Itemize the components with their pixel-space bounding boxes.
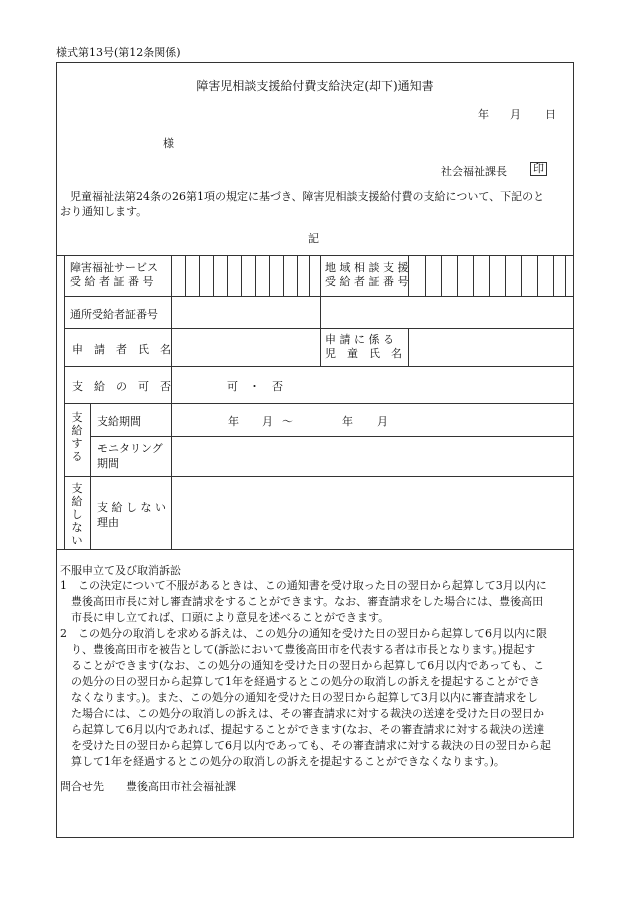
grant-vertical-label: 支給する	[71, 411, 83, 463]
intro-line-2: おり通知します。	[60, 205, 148, 218]
date-day: 日	[545, 108, 556, 121]
no-grant-reason-label: 支 給 し な い 理由	[97, 501, 166, 529]
date-year: 年	[478, 108, 489, 121]
contact-label: 問合せ先	[60, 780, 104, 793]
approval-ka: 可	[227, 380, 238, 393]
period-label: 支給期間	[97, 415, 141, 428]
period-year-to: 年	[342, 415, 353, 428]
recipient-cert-label: 障害福祉サービス 受 給 者 証 番 号	[70, 261, 158, 288]
intro-line-1: 児童福祉法第24条の26第1項の規定に基づき、障害児相談支援給付費の支給について、下記のと	[70, 190, 545, 203]
regional-consult-cert-label: 地 域 相 談 支 援 受 給 者 証 番 号	[325, 261, 409, 288]
approval-dot: ・	[249, 380, 260, 393]
period-year-from: 年	[228, 415, 239, 428]
no-grant-vertical-label: 支給しない	[71, 482, 83, 547]
contact-value: 豊後高田市社会福祉課	[126, 780, 236, 793]
seal-mark: 印	[530, 162, 547, 176]
monitoring-label: モニタリング 期間	[97, 442, 163, 470]
child-name-label: 申 請 に 係 る 児 童 氏 名	[325, 333, 402, 360]
ki-marker: 記	[308, 232, 319, 245]
period-month-to: 月	[377, 415, 388, 428]
approval-label: 支 給 の 可 否	[72, 380, 171, 393]
appeal-heading: 不服申立て及び取消訴訟	[60, 564, 181, 577]
document-title: 障害児相談支援給付費支給決定(却下)通知書	[196, 79, 434, 93]
applicant-name-label: 申 請 者 氏 名	[72, 343, 171, 356]
daycare-cert-label: 通所受給者証番号	[70, 308, 158, 321]
form-number: 様式第13号(第12条関係)	[56, 46, 181, 59]
issuer-title: 社会福祉課長	[441, 165, 507, 178]
addressee-suffix: 様	[163, 137, 174, 150]
date-month: 月	[510, 108, 521, 121]
approval-hi: 否	[272, 380, 283, 393]
period-month-from: 月	[262, 415, 273, 428]
period-tilde: ～	[282, 415, 293, 428]
